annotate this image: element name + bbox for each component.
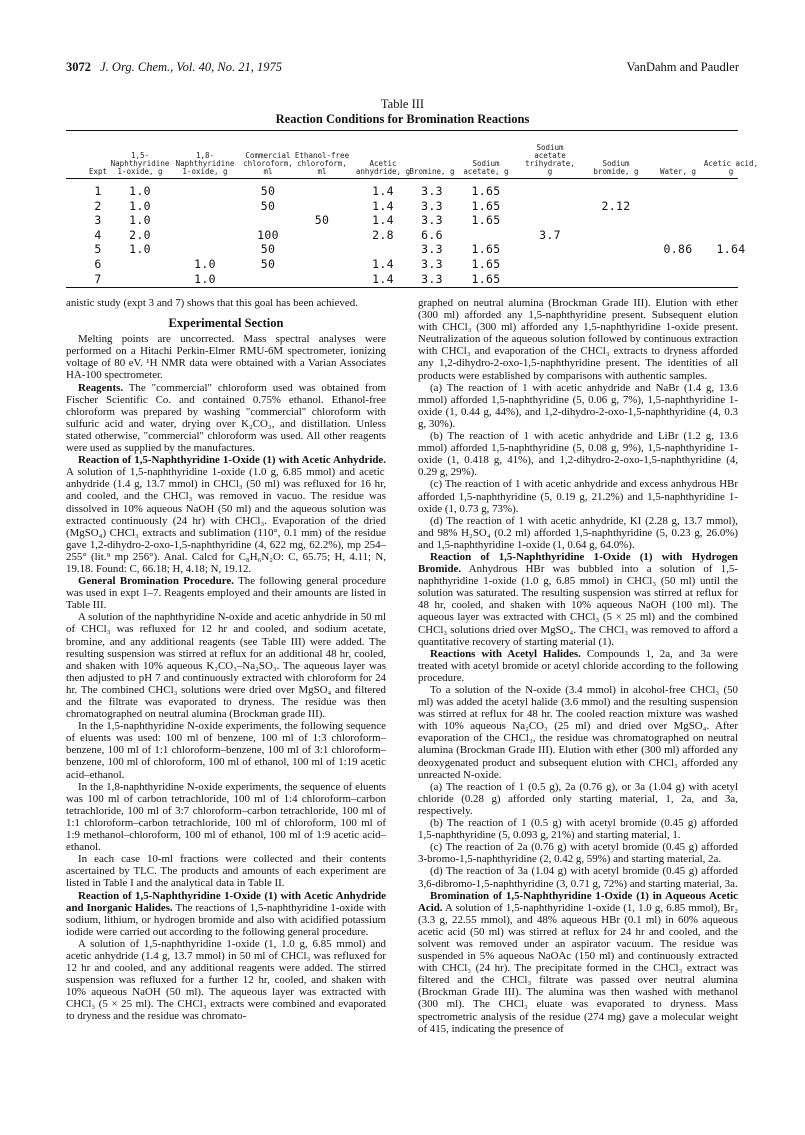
right-text-column	[418, 297, 738, 1035]
table-title: Reaction Conditions for Bromination Reactions	[275, 112, 530, 126]
table-cell: 3.7	[539, 227, 561, 242]
table-column-header: 1,8-Naphthyridine 1-oxide, g	[175, 151, 235, 176]
paragraph-text: (a) The reaction of 1 (0.5 g), 2a (0.76 g), or 3a (1.04 g) with acetyl chloride (0.28 g) afforded only starting material, 1, 2a, and 3a, respectively.	[418, 780, 738, 817]
body-paragraph	[66, 382, 386, 455]
table-cell: 50	[314, 213, 330, 228]
paragraph-text: The following general procedure was used in expt 1–7. Reagents employed and their amounts are listed in Table III.	[66, 575, 386, 612]
table-cell: 50	[260, 242, 276, 257]
body-paragraph	[418, 478, 738, 514]
body-paragraph	[66, 575, 386, 611]
paragraph-lead-in: Reaction of 1,5-Naphthyridine 1-Oxide (1) with Acetic Anhydride.	[78, 454, 386, 467]
paragraph-text: Anhydrous HBr was bubbled into a solution of 1,5-naphthyridine 1-oxide (1.0 g, 6.85 mmol) in CHCl₃ (50 ml) until the solution was saturated. The resulting suspension was stirred at reflux for 48 hr, cooled, and shaken with 10% aqueous NaOH (100 ml). The aqueous layer was extracted with CHCl₃ (5 × 25 ml) and the combined CHCl₃ solutions dried over MgSO₄. The CHCl₃ was removed to afford a quantitative recovery of starting material (1).	[418, 563, 738, 648]
table-column-header: Acetic anhydride, g	[355, 159, 411, 176]
paragraph-lead-in: Reagents.	[78, 381, 124, 394]
body-paragraph	[66, 938, 386, 1023]
table-cell: 2	[94, 198, 102, 213]
table-cell: 2.12	[601, 198, 631, 213]
body-paragraph	[66, 297, 386, 309]
table-cell: 1.0	[194, 271, 216, 286]
table-label: Table III	[380, 97, 425, 111]
table-cell: 5	[94, 242, 102, 257]
table-cell: 3.3	[421, 257, 443, 271]
paragraph-text: (d) The reaction of 1 with acetic anhydride, KI (2.28 g, 13.7 mmol), and 98% H₂SO₄ (0.2 ml) afforded 1,5-naphthyridine (5, 0.23 g, 26.0%) and 1,5-naphthyridine 1-oxide (1, 0.64 g, 64.0%).	[418, 514, 738, 551]
table-cell: 1.0	[129, 242, 151, 257]
body-paragraph	[418, 551, 738, 648]
table-cell: 3.3	[421, 198, 443, 213]
table-cell: 0.86	[663, 242, 693, 257]
body-paragraph	[66, 720, 386, 780]
paragraph-text: (b) The reaction of 1 with acetic anhydride and LiBr (1.2 g, 13.6 mmol) afforded 1,5-naphthyridine (5, 0.08 g, 9%), 1,5-naphthyridine 1-oxide (1, 0.418 g, 41%), and 1,2-dihydro-2-oxo-1,5-naphthyridine (4, 0.29 g, 29%).	[418, 430, 738, 479]
table-column-header: Acetic acid, g	[703, 159, 759, 176]
table-cell: 6	[94, 257, 102, 271]
table-column-header: Sodium acetate trihydrate, g	[525, 143, 575, 176]
body-paragraph	[66, 853, 386, 889]
body-paragraph	[418, 781, 738, 817]
table-cell: 2.8	[372, 227, 394, 242]
body-paragraph	[418, 817, 738, 841]
table-cell: 1.65	[471, 242, 501, 257]
table-cell: 1.0	[129, 184, 151, 198]
table-cell: 1.4	[372, 271, 394, 286]
body-paragraph	[418, 684, 738, 781]
table-column-header: Ethanol-free chloroform, ml	[294, 151, 350, 176]
table-cell: 50	[260, 198, 276, 213]
table-cell: 3.3	[421, 242, 443, 257]
table-column-header: Sodium acetate, g	[463, 159, 509, 176]
paragraph-text: graphed on neutral alumina (Brockman Grade III). Elution with ether (300 ml) afforded any 1,5-naphthyridine present. Subsequent elution with CHCl₃ (300 ml) afforded any 1,5-naphthyridine 1-oxide present. Neutralization of the aqueous solution followed by continuous extraction with CHCl₃ and evaporation of the CHCl₃ extracts to dryness afforded any 1,2-dihydro-2-oxo-1,5-naphthyridine present. The identities of all products were established by comparisons with authentic samples.	[418, 297, 738, 382]
body-paragraph	[66, 890, 386, 938]
paragraph-lead-in: Reaction of 1,5-Naphthyridine 1-Oxide (1) with Acetic Anhydride and Inorganic Halides.	[66, 889, 386, 914]
paragraph-text: (c) The reaction of 1 with acetic anhydride and excess anhydrous HBr afforded 1,5-naphthyridine (5, 0.19 g, 21.2%) and 1,5-naphthyridine 1-oxide (1, 0.73 g, 73%).	[418, 478, 738, 515]
body-paragraph	[66, 611, 386, 720]
table-rule	[66, 130, 738, 131]
journal-citation: J. Org. Chem., Vol. 40, No. 21, 1975	[100, 60, 282, 74]
table-cell: 3.3	[421, 184, 443, 198]
body-paragraph	[66, 781, 386, 854]
running-head-left	[66, 60, 282, 75]
body-paragraph	[418, 841, 738, 865]
table-cell: 1.0	[129, 213, 151, 228]
table-cell: 6.6	[421, 227, 443, 242]
paragraph-text: In the 1,5-naphthyridine N-oxide experiments, the following sequence of eluents was used: 100 ml of benzene, 100 ml of 1:3 chloroform–benzene, 100 ml of 1:1 chloroform–benzene, 100 ml of 3:1 chloroform–benzene, 100 ml of chloroform, 100 ml of ethanol, 100 ml of 1:19 acetic acid–ethanol.	[66, 720, 386, 781]
body-paragraph	[418, 890, 738, 1035]
table-cell: 1.65	[471, 271, 501, 286]
body-paragraph	[418, 515, 738, 551]
section-heading: Experimental Section	[168, 316, 284, 331]
table-cell: 50	[260, 184, 276, 198]
body-paragraph	[418, 865, 738, 889]
table-cell: 100	[257, 227, 279, 242]
body-paragraph	[418, 297, 738, 382]
paragraph-text: The reactions of 1,5-naphthyridine 1-oxide with sodium, lithium, or hydrogen bromide and also with acidified potassium iodide were carried out according to the following general procedure.	[66, 901, 386, 938]
paragraph-text: To a solution of the N-oxide (3.4 mmol) in alcohol-free CHCl₃ (50 ml) was added the acetyl halide (3.6 mmol) and the resulting suspension was stirred at reflux for 48 hr. The cooled reaction mixture was washed with 10% aqueous Na₂CO₃ (25 ml) and dried over MgSO₄. After evaporation of the CHCl₃, the residue was chromatographed on neutral alumina (Brockman Grade III). Elution with ether (300 ml) afforded any deoxygenated product and subsequent elution with CHCl₃ afforded any unreacted N-oxide.	[418, 684, 738, 781]
paragraph-text: In each case 10-ml fractions were collected and their contents ascertained by TLC. The products and amounts of each experiment are listed in Table I and the analytical data in Table II.	[66, 853, 386, 890]
body-paragraph	[418, 648, 738, 684]
paragraph-text: (c) The reaction of 2a (0.76 g) with acetyl bromide (0.45 g) afforded 3-bromo-1,5-naphthyridine (2, 0.42 g, 59%) and starting material, 2a.	[418, 841, 738, 866]
paragraph-text: In the 1,8-naphthyridine N-oxide experiments, the sequence of eluents was 100 ml of carbon tetrachloride, 100 ml of 1:4 chloroform–carbon tetrachloride, 100 ml of 3:7 chloroform–carbon tetrachloride, 100 ml of 1:1 chloroform–carbon tetrachloride, 100 ml of chloroform, 100 ml of 1:9 methanol–chloroform, 100 ml of ethanol, 100 ml of 1:9 acetic acid–ethanol.	[66, 780, 386, 854]
paragraph-text: Compounds 1, 2a, and 3a were treated with acetyl bromide or acetyl chloride according to the following procedure.	[418, 647, 738, 684]
table-cell: 1.4	[372, 184, 394, 198]
paragraph-text: (a) The reaction of 1 with acetic anhydride and NaBr (1.4 g, 13.6 mmol) afforded 1,5-naphthyridine (5, 0.06 g, 7%), 1,5-naphthyridine 1-oxide (1, 0.44 g, 44%), and 1,2-dihydro-2-oxo-1,5-naphthyridine (4, 0.3 g, 30%).	[418, 381, 738, 430]
paragraph-text: Melting points are uncorrected. Mass spectral analyses were performed on a Hitachi Perkin-Elmer RMU-6M spectrometer, ionizing voltage of 80 eV. ¹H NMR data were obtained with a Varian Associates HA-100 spectrometer.	[66, 333, 386, 382]
paragraph-text: The "commercial" chloroform used was obtained from Fischer Scientific Co. and contained 0.75% ethanol. Ethanol-free chloroform was prepared by washing "commercial" chloroform with sulfuric acid and water, drying over K₂CO₃, and distillation. Unless stated otherwise, "commercial" chloroform was used. All other reagents were used as supplied by the manufactures.	[66, 381, 386, 455]
body-paragraph	[66, 454, 386, 575]
table-cell: 4	[94, 227, 102, 242]
table-cell: 1.4	[372, 257, 394, 271]
table-rule	[66, 178, 738, 179]
paragraph-lead-in: Reactions with Acetyl Halides.	[430, 647, 581, 660]
paragraph-text: A solution of 1,5-naphthyridine 1-oxide (1, 1.0 g, 6.85 mmol) and acetic anhydride (1.4 g, 13.7 mmol) in 50 ml of CHCl₃ was refluxed for 12 hr and cooled, and any additional reagents were added. The stirred suspension was refluxed for a further 12 hr, cooled, and shaken with 10% aqueous NaOH (50 ml). The aqueous layer was extracted with CHCl₃ (5 × 25 ml). The CHCl₃ extracts were combined and evaporated to dryness and the residue was chromato-	[66, 937, 386, 1023]
paragraph-text: anistic study (expt 3 and 7) shows that this goal has been achieved.	[66, 297, 358, 309]
table-cell: 3.3	[421, 271, 443, 286]
table-cell: 1.64	[716, 242, 746, 257]
table-column-header: Commercial chloroform, ml	[243, 151, 293, 176]
paragraph-text: A solution of 1,5-naphthyridine 1-oxide (1.0 g, 6.85 mmol) and acetic anhydride (1.4 g, 13.7 mmol) in CHCl₃ (50 ml) was refluxed for 16 hr, and cooled, and the CHCl₃ was removed in vacuo. The residue was dissolved in 10% aqueous NaOH (50 ml) and the aqueous solution was extracted continuously (24 hr) with CHCl₃. Evaporation of the dried (MgSO₄) CHCl₃ extracts and sublimation (110°, 0.1 mm) of the residue gave 1,2-dihydro-2-oxo-1,5-naphthyridine (4, 622 mg, 62.2%), mp 254–255° (lit.⁹ mp 256°). Anal. Calcd for C₈H₆N₂O: C, 65.75; H, 4.11; N, 19.18. Found: C, 66.18; H, 4.18; N, 19.12.	[66, 466, 386, 575]
table-cell: 3	[94, 213, 102, 228]
table-cell: 1.0	[129, 198, 151, 213]
table-cell: 1.65	[471, 198, 501, 213]
running-head-authors: VanDahm and Paudler	[626, 60, 739, 74]
table-cell: 7	[94, 271, 102, 286]
table-caption	[66, 97, 739, 127]
paragraph-lead-in: Reaction of 1,5-Naphthyridine 1-Oxide (1) with Hydrogen Bromide.	[418, 550, 738, 576]
table-column-header: Water, g	[659, 167, 697, 176]
table-cell: 1.0	[194, 257, 216, 271]
paragraph-lead-in: Bromination of 1,5-Naphthyridine 1-Oxide (1) in Aqueous Acetic Acid.	[418, 889, 738, 914]
paragraph-text: A solution of 1,5-naphthyridine 1-oxide (1, 1.0 g, 6.85 mmol), Br₂ (3.3 g, 22.55 mmol), and 48% aqueous HBr (0.1 ml) in 60% aqueous acetic acid (50 ml) was stirred at reflux for 24 hr and cooled, and the solvent was removed under an aspirator vacuum. The residue was suspended in 5% aqueous NaOAc (150 ml) and continuously extracted with CHCl₃ (24 hr). The precipitate formed in the CHCl₃ extract was filtered and the CHCl₃ filtrate was passed over neutral alumina (Brockman Grade III). The alumina was then washed with methanol (300 ml). The CHCl₃ eluate was evaporated to dryness. Mass spectrometric analysis of the residue (274 mg) gave a molecular weight of 415, indicating the presence of	[418, 901, 738, 1035]
paragraph-text: A solution of the naphthyridine N-oxide and acetic anhydride in 50 ml of CHCl₃ was refluxed for 12 hr and cooled, and sodium acetate, bromine, and any additional reagents (see Table III) were added. The resulting suspension was stirred at reflux for an additional 48 hr, cooled, and shaken with 10% aqueous K₂CO₃–Na₂SO₃. The aqueous layer was then adjusted to pH 7 and continuously extracted with chloroform for 24 hr. The combined CHCl₃ solutions were dried over MgSO₄ and filtered and the filtrate was evaporated to dryness. The residue was then chromatographed on neutral alumina (Brockman grade III).	[66, 611, 386, 721]
table-cell: 2.0	[129, 227, 151, 242]
table-column-header: 1,5-Naphthyridine 1-oxide, g	[110, 151, 170, 176]
table-column-header: Sodium bromide, g	[593, 159, 639, 176]
page-number: 3072	[66, 60, 91, 74]
table-column-header: Expt	[88, 167, 108, 176]
body-paragraph	[66, 333, 386, 381]
table-cell: 1.65	[471, 213, 501, 228]
table-cell: 1	[94, 184, 102, 198]
body-paragraph	[418, 430, 738, 478]
table-column-header: Bromine, g	[409, 167, 455, 176]
table-cell: 1.4	[372, 213, 394, 228]
paragraph-text: (b) The reaction of 1 (0.5 g) with acetyl bromide (0.45 g) afforded 1,5-naphthyridine (5, 0.093 g, 21%) and starting material, 1.	[418, 817, 738, 842]
table-rule	[66, 287, 738, 288]
table-cell: 1.4	[372, 198, 394, 213]
paragraph-text: (d) The reaction of 3a (1.04 g) with acetyl bromide (0.45 g) afforded 3,6-dibromo-1,5-naphthyridine (3, 0.71 g, 72%) and starting material, 3a.	[418, 865, 738, 890]
running-head	[66, 60, 739, 75]
body-paragraph	[418, 382, 738, 430]
table-cell: 1.65	[471, 257, 501, 271]
left-text-column	[66, 297, 386, 1023]
table-cell: 1.65	[471, 184, 501, 198]
table-cell: 50	[260, 257, 276, 271]
table-cell: 3.3	[421, 213, 443, 228]
paragraph-lead-in: General Bromination Procedure.	[78, 575, 234, 588]
